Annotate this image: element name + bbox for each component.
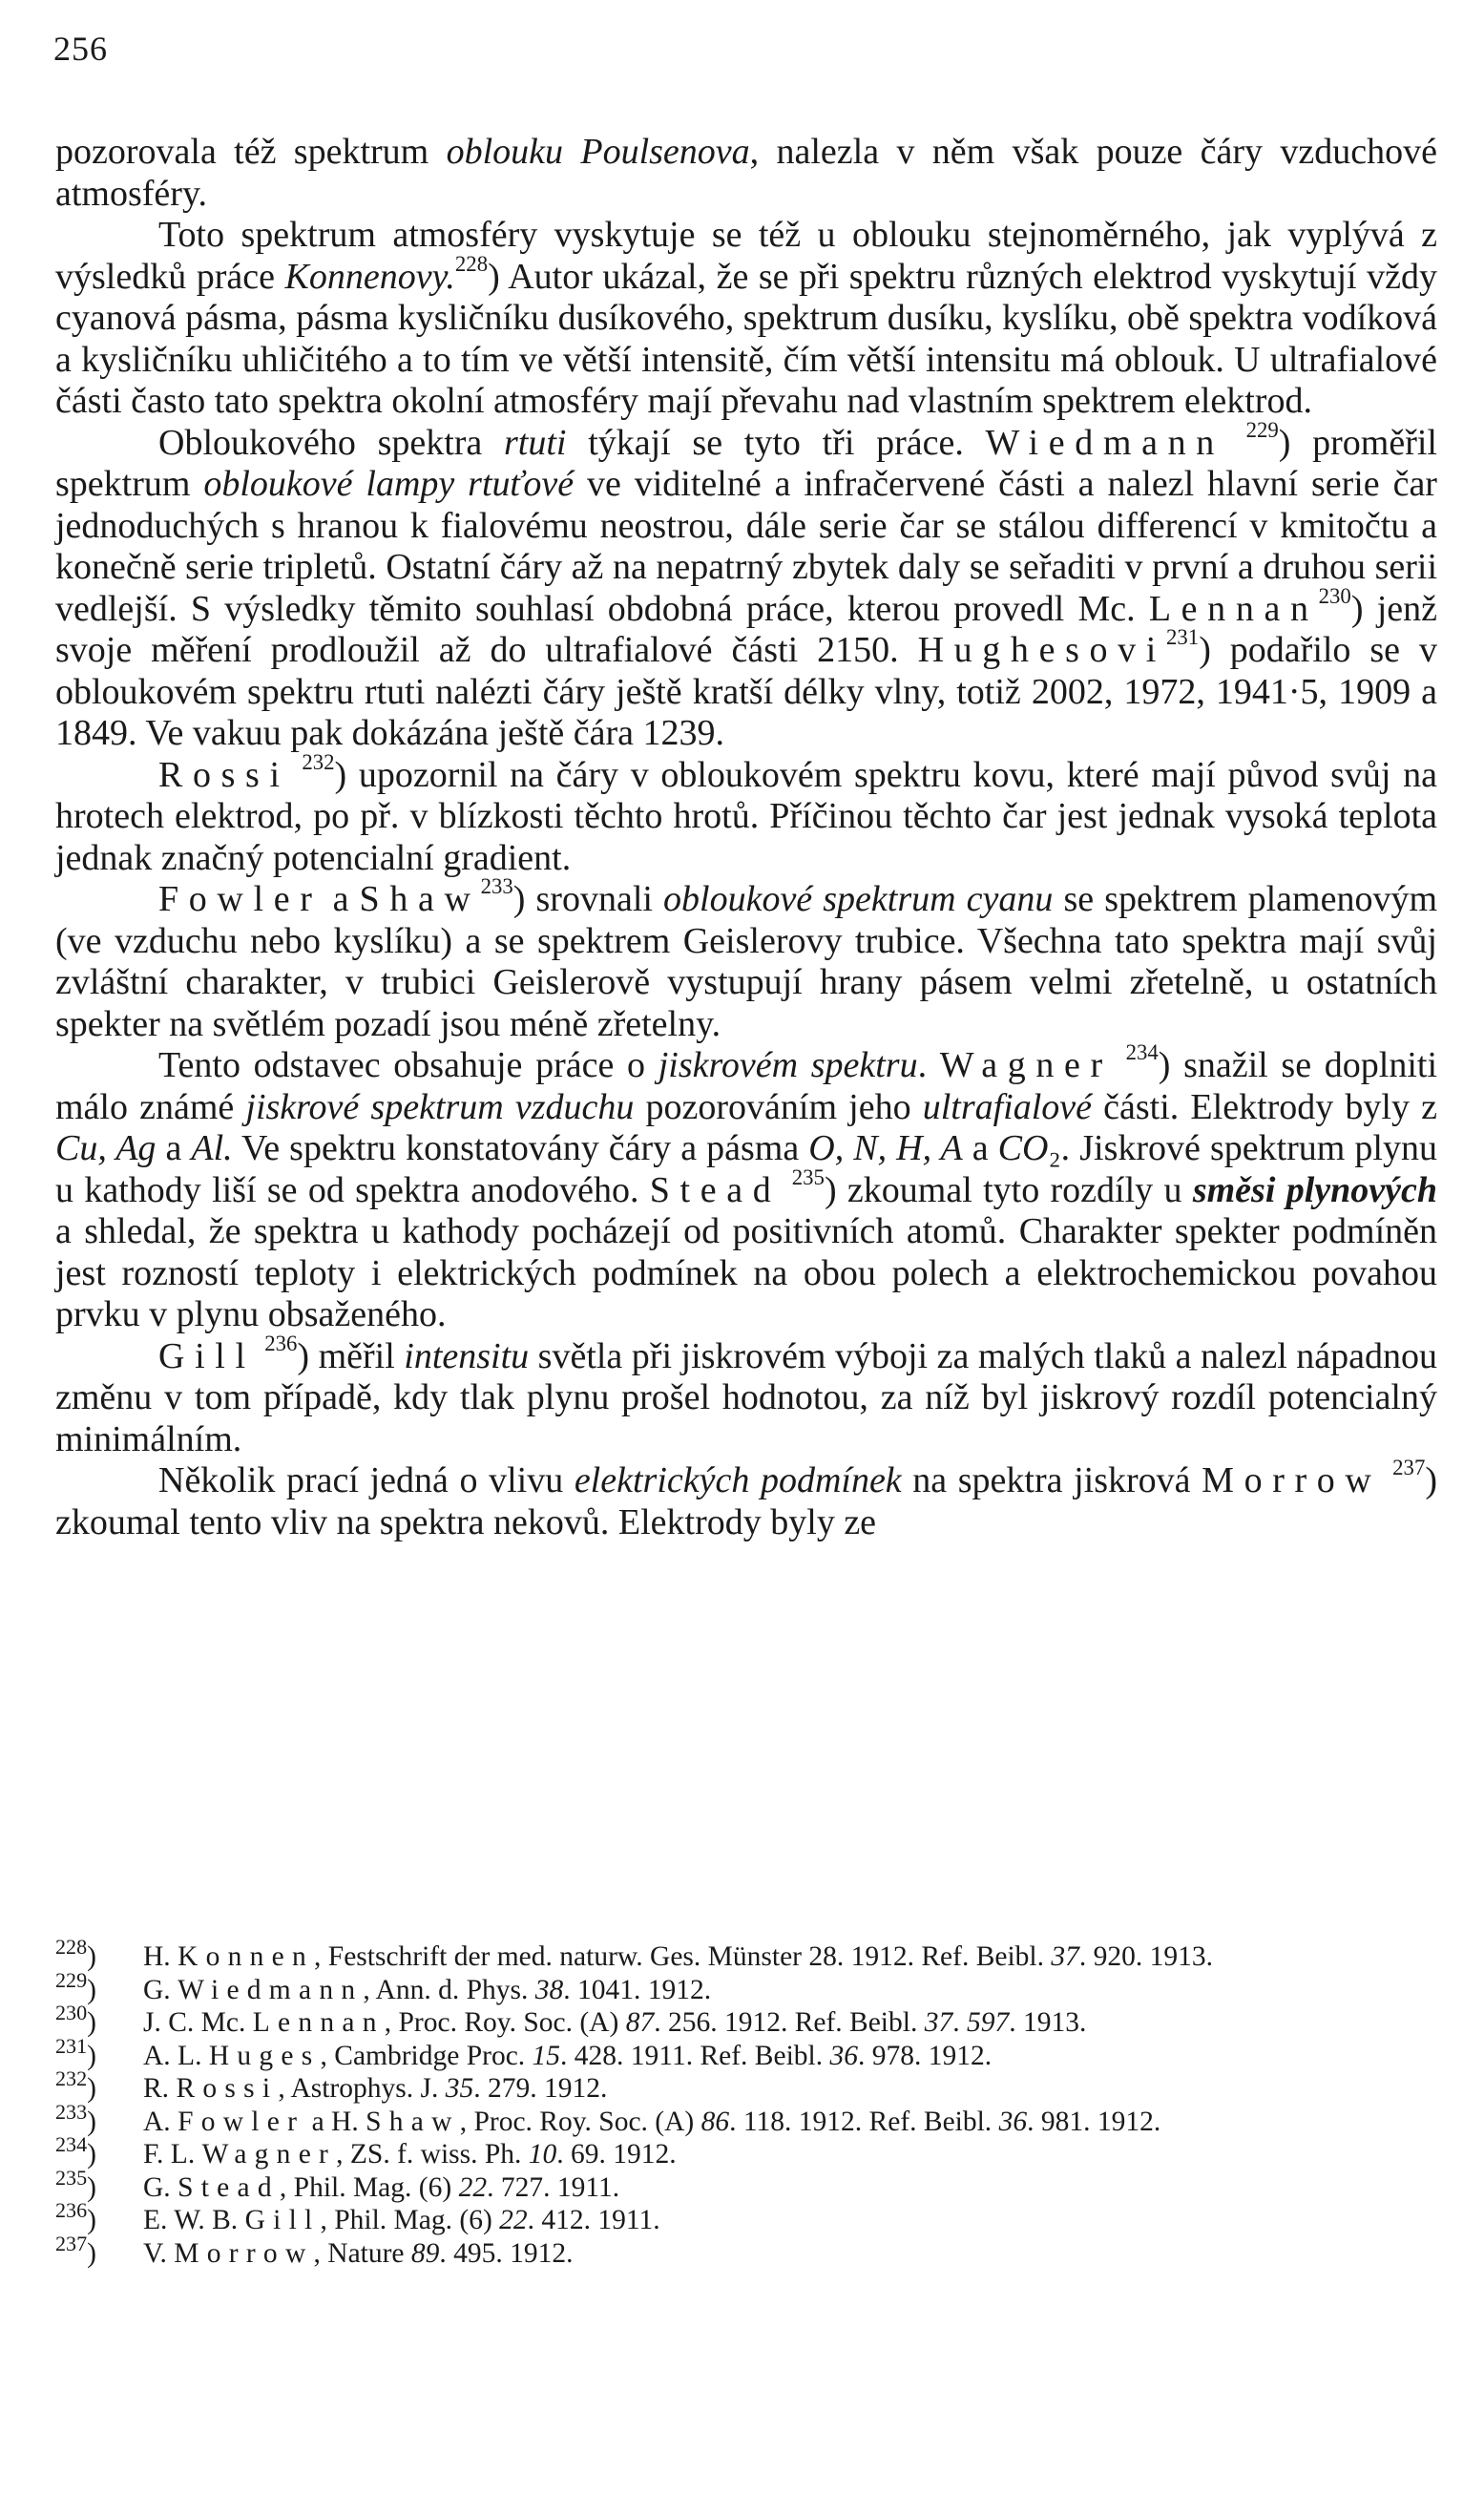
footnote-number: $^{228}$) (55, 1934, 96, 1972)
text-run: ₂. Jiskrové spektrum plynu u kathody liší se od spektra anodového. (55, 1128, 1437, 1210)
footnote-number-text: 232 (55, 2065, 88, 2090)
author-name: Rossi (158, 754, 290, 795)
footnote-ref: 232 (302, 749, 335, 774)
page-number: 256 (53, 30, 108, 68)
author-name: Morrow (1202, 1460, 1382, 1500)
emphasis-text: CO (997, 1128, 1049, 1168)
text-run: pozorováním jeho (634, 1086, 923, 1127)
text-run: pozorovala též spektrum (55, 132, 447, 172)
footnote-number: $^{230}$) (55, 2000, 96, 2038)
text-run: týkají se tyto tři práce. (566, 422, 986, 463)
footnote (55, 2231, 1437, 2271)
text-run: Ve spektru konstatovány čáry a pásma (232, 1128, 809, 1168)
footnote (55, 2099, 1437, 2139)
text-run: se spektrem plamenovým (ve vzduchu nebo kyslíku) a se spektrem Geislerovy trubice. Všechna tato spektra mají svůj zvláštní charakter, v trubici Geislerově vystupují hrany pásem velmi zřetelně, u ostatních spekter na světlém pozadí jsou méně zřetelny. (55, 879, 1437, 1044)
emphasis-text: ultrafialové (922, 1086, 1093, 1127)
text-run: , Phil. Mag. (6) (320, 2205, 500, 2235)
text-run: světla při jiskrovém výboji za malých tlaků a nalezl nápadnou změnu v tom případě, kdy tlak plynu prošel hodnotou, za níž byl jiskrový rozdíl potencialný minimálním. (55, 1335, 1437, 1459)
text-run: Několik prací jedná o vlivu (158, 1460, 575, 1500)
text-run: A. L. (143, 2040, 209, 2071)
emphasis-text: 36 (998, 2106, 1028, 2137)
text-run: . 118. 1912. Ref. Beibl. (729, 2106, 999, 2137)
text-run: . (917, 1045, 940, 1085)
author-name: Wiedmann (178, 1974, 364, 2005)
text-run: . 428. 1911. Ref. Beibl. (560, 2040, 830, 2071)
text-run: ) srovnali (512, 879, 664, 919)
text-run: , nalezla v něm však pouze čáry vzduchové atmosféry. (55, 132, 1437, 214)
emphasis-text: 86 (700, 2106, 730, 2137)
text-run: . 727. 1911. (487, 2171, 620, 2203)
author-name: Hughesovi (917, 630, 1166, 670)
emphasis-text: Konnenovy. (284, 256, 455, 297)
text-run: , Proc. Roy. Soc. (A) (459, 2106, 701, 2137)
text-run: . 412. 1911. (527, 2205, 660, 2235)
author-name: Shaw (359, 879, 481, 919)
text-run: ) měřil (297, 1335, 405, 1376)
emphasis-text: elektrických podmínek (574, 1460, 902, 1500)
text-run: ) Autor ukázal, že se při spektru různých elektrod vyskytují vždy cyanová pásma, pásma kysličníku dusíkového, spektrum dusíku, kyslíku, obě spektra vodíková a kysličníku uhličitého a to tím ve větší intensitě, čím větší intensitu má oblouk. U ultrafialové části často tato spektra okolní atmosféry mají převahu nad vlastním spektrem elektrod. (55, 256, 1437, 421)
author-name: Lennan (252, 2007, 385, 2038)
emphasis-text: obloukové lampy rtuťové (203, 464, 575, 504)
footnote (55, 2197, 1437, 2237)
text-run: ve viditelné a infračervené části a nalezl hlavní serie čar jednoduchých s hranou k fialovému neostrou, dále serie čar se stálou differencí v kmitočtu a konečně serie tripletů. Ostatní čáry až na nepatrný zbytek daly se seřaditi v první a druhou serii vedlejší. S výsledky těmito souhlasí obdobná práce, kterou provedl Mc. (55, 464, 1437, 629)
footnote-ref: 236 (264, 1331, 298, 1355)
text-run (256, 1336, 265, 1376)
text-run: ) zkoumal tento vliv na spektra nekovů. Elektrody byly ze (55, 1460, 1437, 1542)
text-run: R. (143, 2073, 177, 2104)
author-name: Stead (178, 2171, 280, 2203)
footnote-number-text: 231 (55, 2033, 88, 2058)
text-run: ) zkoumal tyto rozdíly u (824, 1169, 1193, 1210)
text-run: , Ann. d. Phys. (363, 1974, 535, 2005)
text-run: , Astrophys. J. (278, 2073, 446, 2104)
emphasis-text: 89 (410, 2237, 440, 2269)
footnote-number: $^{233}$) (55, 2099, 96, 2137)
emphasis-text: oblouku Poulsenova (446, 132, 750, 172)
text-run: . 279. 1912. (473, 2073, 608, 2104)
text-run: ) jenž svoje měření prodloužil až do ultrafialové části 2150. (55, 588, 1437, 670)
emphasis-text: intensitu (404, 1335, 530, 1376)
text-run: Obloukového spektra (158, 422, 505, 463)
text-run: V. (143, 2237, 175, 2269)
paragraph (55, 132, 1437, 215)
text-run (781, 1170, 791, 1210)
text-run (1113, 1045, 1126, 1085)
paragraph (55, 1039, 1438, 1336)
paragraph (55, 1331, 1437, 1461)
emphasis-text: 38 (534, 1974, 564, 2005)
footnote-number-text: 230 (55, 2000, 88, 2024)
footnote-ref: 235 (791, 1164, 825, 1189)
text-run: . 981. 1912. (1027, 2106, 1161, 2137)
footnote-ref: 233 (480, 873, 513, 898)
body-text (55, 132, 1437, 1543)
text-run: . 1913. (1009, 2007, 1087, 2038)
footnote-ref: 234 (1125, 1039, 1159, 1064)
emphasis-text: směsi plynových (1192, 1169, 1437, 1210)
footnote-number: $^{231}$) (55, 2033, 96, 2071)
text-run: . (952, 2007, 967, 2038)
text-run: , Festschrift der med. naturw. Ges. Münster 28. 1912. Ref. Beibl. (314, 1941, 1052, 1972)
author-name: Gill (158, 1335, 256, 1376)
footnote (55, 2065, 1437, 2106)
footnote (55, 1967, 1437, 2007)
text-run: . 256. 1912. Ref. Beibl. (654, 2007, 925, 2038)
emphasis-text: rtuti (504, 422, 567, 463)
text-run: a shledal, že spektra u kathody pocházejí od positivních atomů. Charakter spekter podmíněn jest rozností teploty i elektrických podmínek na obou polech a elektrochemickou povahou prvku v plynu obsaženého. (55, 1211, 1437, 1334)
author-name: Rossi (176, 2073, 279, 2104)
text-run: . 69. 1912. (556, 2139, 677, 2170)
author-name: Fowler (158, 879, 323, 919)
emphasis-text: Al. (191, 1128, 233, 1168)
author-name: Fowler (178, 2106, 305, 2137)
author-name: Wagner (939, 1045, 1113, 1085)
text-run: na spektra jiskrová (901, 1460, 1202, 1500)
text-run: . 1041. 1912. (563, 1974, 712, 2005)
author-name: Morrow (174, 2237, 314, 2269)
author-name: Wagner (201, 2139, 337, 2170)
footnote-number: $^{236}$) (55, 2197, 96, 2235)
footnote-number-text: 229 (55, 1967, 88, 1992)
emphasis-text: 87 (625, 2007, 655, 2038)
footnote-number: $^{234}$) (55, 2131, 96, 2170)
paragraph (55, 873, 1437, 1045)
text-run: Toto spektrum atmosféry vyskytuje se též u oblouku stejnoměrného, jak vyplývá z výsledků práce (55, 215, 1437, 297)
footnote-number: $^{229}$) (55, 1967, 96, 2005)
emphasis-text: O, N, H, A (808, 1128, 963, 1168)
text-run: E. W. B. (143, 2205, 245, 2235)
emphasis-text: Cu, Ag (55, 1128, 157, 1168)
author-name: Wiedmann (985, 422, 1224, 463)
text-run: , Proc. Roy. Soc. (A) (384, 2007, 626, 2038)
author-name: Konnen (178, 1941, 315, 1972)
paragraph (55, 1455, 1437, 1543)
emphasis-text: 22 (458, 2171, 488, 2203)
text-run: , Cambridge Proc. (320, 2040, 533, 2071)
paragraph (55, 215, 1437, 423)
author-name: Shaw (366, 2106, 460, 2137)
footnote (55, 1934, 1437, 1974)
footnotes (55, 1934, 1437, 2270)
emphasis-text: 36 (829, 2040, 858, 2071)
author-name: Lennan (1148, 588, 1319, 629)
footnote (55, 2165, 1437, 2205)
footnote-ref: 230 (1318, 583, 1351, 608)
emphasis-text: 35 (445, 2073, 474, 2104)
emphasis-text: 15 (532, 2040, 561, 2071)
footnote-ref: 229 (1245, 417, 1279, 442)
text-run (290, 755, 303, 795)
footnote (55, 2131, 1437, 2171)
text-run: A. (143, 2106, 178, 2137)
text-run: F. L. (143, 2139, 202, 2170)
paragraph (55, 417, 1437, 755)
footnote-number-text: 235 (55, 2165, 88, 2190)
text-run (1382, 1460, 1393, 1500)
footnote-number-text: 237 (55, 2231, 88, 2255)
text-run: , ZS. f. wiss. Ph. (336, 2139, 529, 2170)
footnote-number: $^{237}$) (55, 2231, 96, 2269)
emphasis-text: 10 (528, 2139, 557, 2170)
text-run: ) snažil se doplniti málo známé (55, 1045, 1438, 1127)
text-run: , Nature (313, 2237, 411, 2269)
author-name: Huges (208, 2040, 321, 2071)
text-run: , Phil. Mag. (6) (279, 2171, 459, 2203)
emphasis-text: 37 (924, 2007, 953, 2038)
text-run: a (322, 879, 360, 919)
text-run: části. Elektrody byly z (1092, 1086, 1437, 1127)
footnote-number: $^{235}$) (55, 2165, 96, 2203)
text-run: ) upozornil na čáry v obloukovém spektru kovu, které mají původ svůj na hrotech elektrod, po př. v blízkosti těchto hrotů. Příčinou těchto čar jest jednak vysoká teplota jednak značný potencialní gradient. (55, 754, 1437, 878)
emphasis-text: 37 (1051, 1941, 1079, 1972)
footnote (55, 2033, 1437, 2073)
text-run: a H. (304, 2106, 366, 2137)
author-name: Gill (244, 2205, 321, 2235)
text-run: . 495. 1912. (439, 2237, 574, 2269)
text-run: a (962, 1128, 998, 1168)
footnote-number-text: 228 (55, 1934, 88, 1959)
footnote-ref: 237 (1392, 1455, 1426, 1479)
emphasis-text: 597 (966, 2007, 1010, 2038)
footnote-number-text: 233 (55, 2099, 88, 2124)
text-run: ) podařilo se v obloukovém spektru rtuti nalézti čáry ještě kratší délky vlny, totiž 2002, 1972, 1941·5, 1909 a 1849. Ve vakuu pak dokázána ještě čára 1239. (55, 630, 1437, 753)
footnote (55, 2000, 1437, 2040)
text-run: . 920. 1913. (1078, 1941, 1213, 1972)
text-run: Tento odstavec obsahuje práce o (158, 1045, 658, 1085)
text-run: . 978. 1912. (857, 2040, 993, 2071)
footnote-ref: 231 (1165, 624, 1200, 649)
text-run: a (156, 1128, 192, 1168)
author-name: Stead (649, 1169, 782, 1210)
emphasis-text: obloukové spektrum cyanu (663, 879, 1054, 919)
footnote-number: $^{232}$) (55, 2065, 96, 2104)
emphasis-text: jiskrovém spektru (658, 1045, 918, 1085)
text-run: J. C. Mc. (143, 2007, 253, 2038)
footnote-ref: 228 (454, 251, 489, 276)
emphasis-text: 22 (499, 2205, 528, 2235)
footnote-number-text: 236 (55, 2197, 88, 2222)
text-run: ) proměřil spektrum (55, 422, 1437, 504)
emphasis-text: jiskrové spektrum vzduchu (245, 1086, 635, 1127)
text-run: G. (143, 2171, 178, 2203)
paragraph (55, 749, 1437, 880)
text-run (1224, 423, 1246, 463)
text-run: G. (143, 1974, 178, 2005)
text-run: H. (143, 1941, 178, 1972)
footnote-number-text: 234 (55, 2131, 88, 2156)
